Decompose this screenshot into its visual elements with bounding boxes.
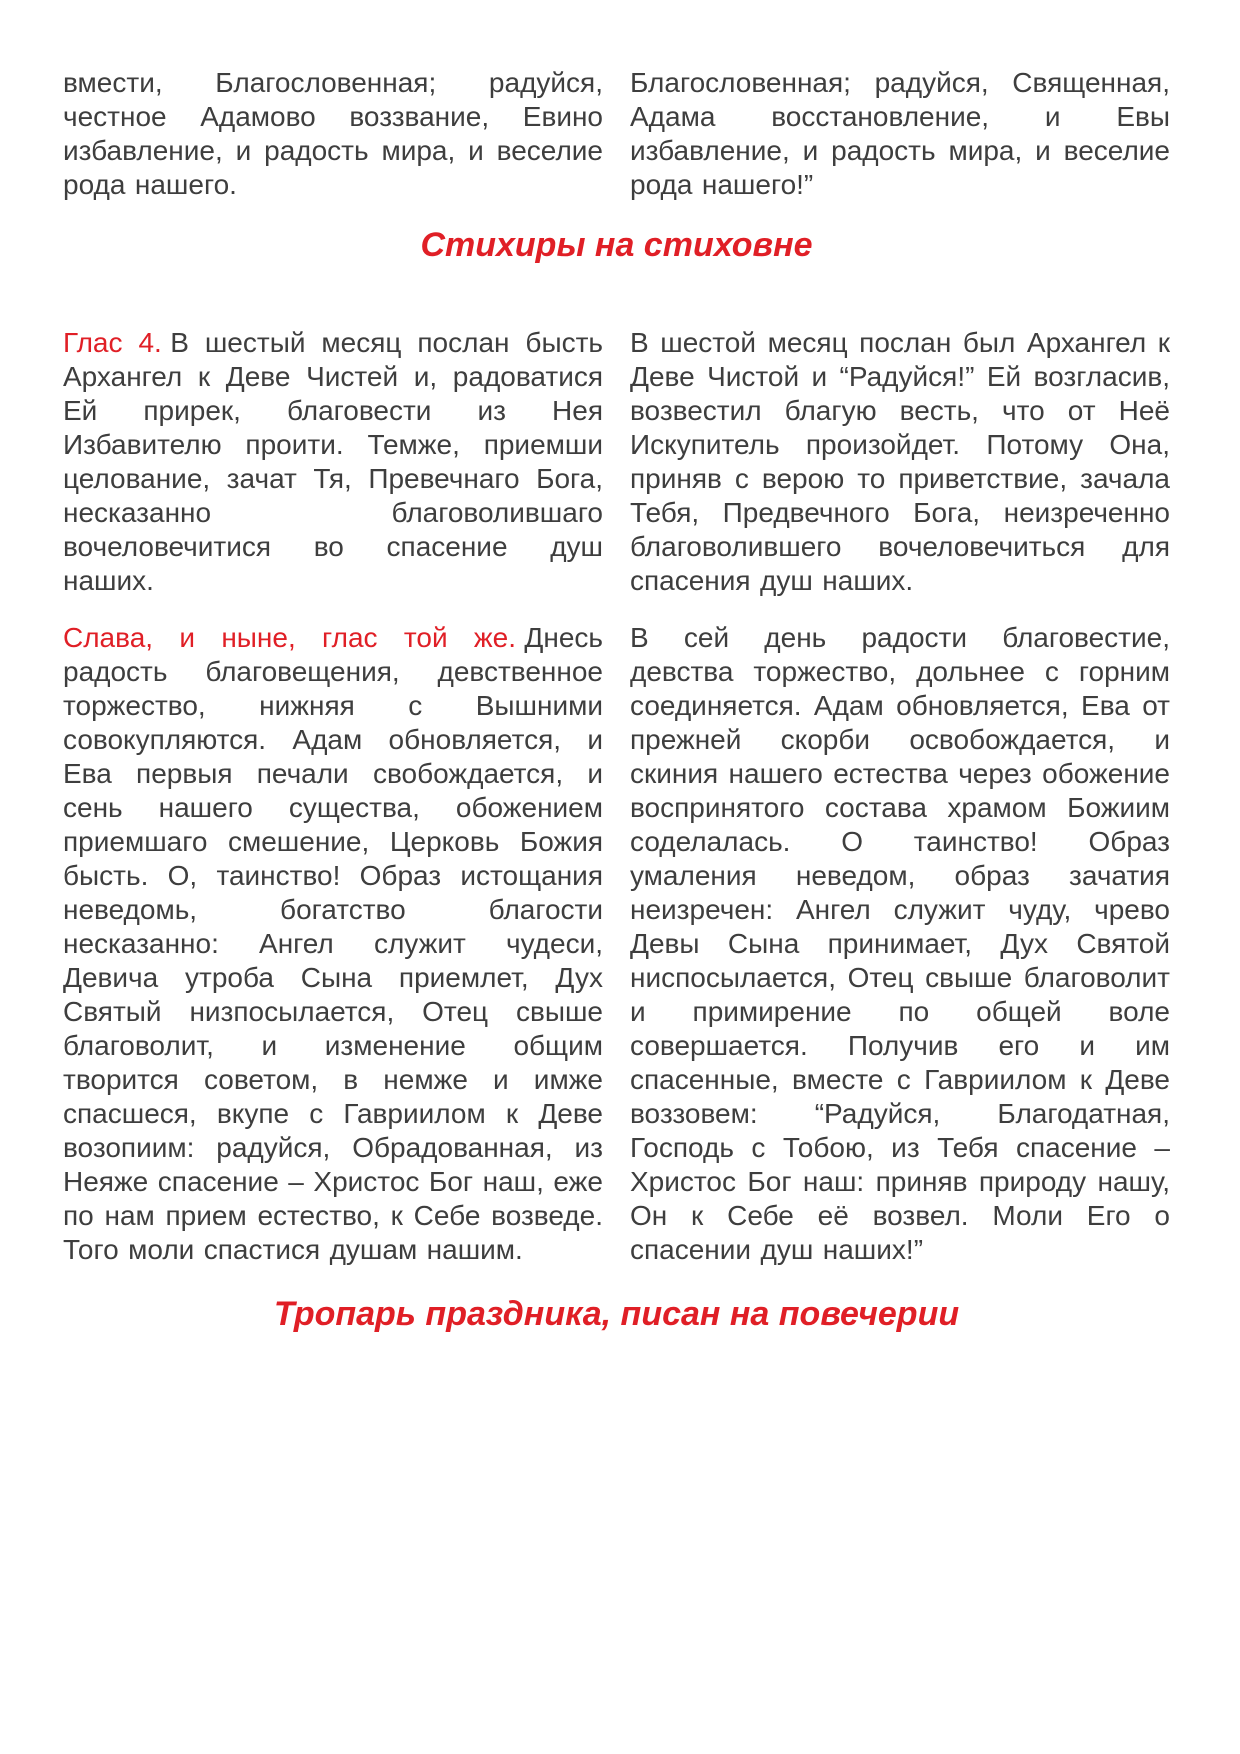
intro-row	[63, 66, 1170, 202]
troparion-heading: Тропарь праздника, писан на повечерии	[273, 1295, 960, 1333]
slava-right-paragraph: В сей день радости благовестие, девства торжество, дольнее с горним соединяется. Адам обновляется, Ева от прежней скорби освобождается, и скиния нашего естества через обожение воспринятого состава храмом Божиим соделалась. О таинство! Образ умаления неведом, образ зачатия неизречен: Ангел служит чуду, чрево Девы Сына принимает, Дух Святой ниспосылается, Отец свыше благоволит и примирение по общей воле совершается. Получив его и им спасенные, вместе с Гавриилом к Деве воззовем: “Радуйся, Благодатная, Господь с Тобою, из Тебя спасение – Христос Бог наш: приняв природу нашу, Он к Себе её возвел. Моли Его о спасении душ наших!”	[630, 622, 1170, 1265]
slava-row	[63, 621, 1170, 1267]
stichera-right-paragraph: В шестой месяц послан был Архангел к Деве Чистой и “Радуйся!” Ей возгласив, возвестил благую весть, что от Неё Искупитель произойдет. Потому Она, приняв с верою то приветствие, зачала Тебя, Предвечного Бога, неизреченно благоволившего вочеловечиться для спасения душ наших.	[630, 327, 1170, 596]
stichera-heading: Стихиры на стиховне	[420, 226, 813, 264]
intro-left-paragraph: вмести, Благословенная; радуйся, честное Адамово воззвание, Евино избавление, и радость мира, и веселие рода нашего.	[63, 67, 603, 200]
intro-right-paragraph: Благословенная; радуйся, Священная, Адама восстановление, и Евы избавление, и радость мира, и веселие рода нашего!”	[630, 67, 1170, 200]
glas-lead-in: Глас 4.	[63, 327, 162, 358]
stichera-left-paragraph	[63, 326, 603, 598]
stichera-left-text: В шестый месяц послан бысть Архангел к Деве Чистей и, радоватися Ей прирек, благовести из Нея Избавителю проити. Темже, приемши целование, зачат Тя, Превечнаго Бога, несказанно благоволившаго вочеловечитися во спасение душ наших.	[63, 327, 604, 596]
slava-left-paragraph	[63, 621, 603, 1267]
stichera-row	[63, 326, 1170, 598]
slava-lead-in: Слава, и ныне, глас той же.	[63, 622, 517, 653]
slava-left-text: Днесь радость благовещения, девственное торжество, нижняя с Вышними совокупляются. Адам обновляется, и Ева первыя печали свобождается, и сень нашего существа, обожением приемшаго смешение, Церковь Божия бысть. О, таинство! Образ истощания неведомь, богатство благости несказанно: Ангел служит чудеси, Девича утроба Сына приемлет, Дух Святый низпосылается, Отец свыше благоволит, и изменение общим творится советом, в немже и имже спасшеся, вкупе с Гавриилом к Деве возопиим: радуйся, Обрадованная, из Неяже спасение – Христос Бог наш, еже по нам прием естество, к Себе возведе. Того моли спастися душам нашим.	[63, 622, 603, 1265]
